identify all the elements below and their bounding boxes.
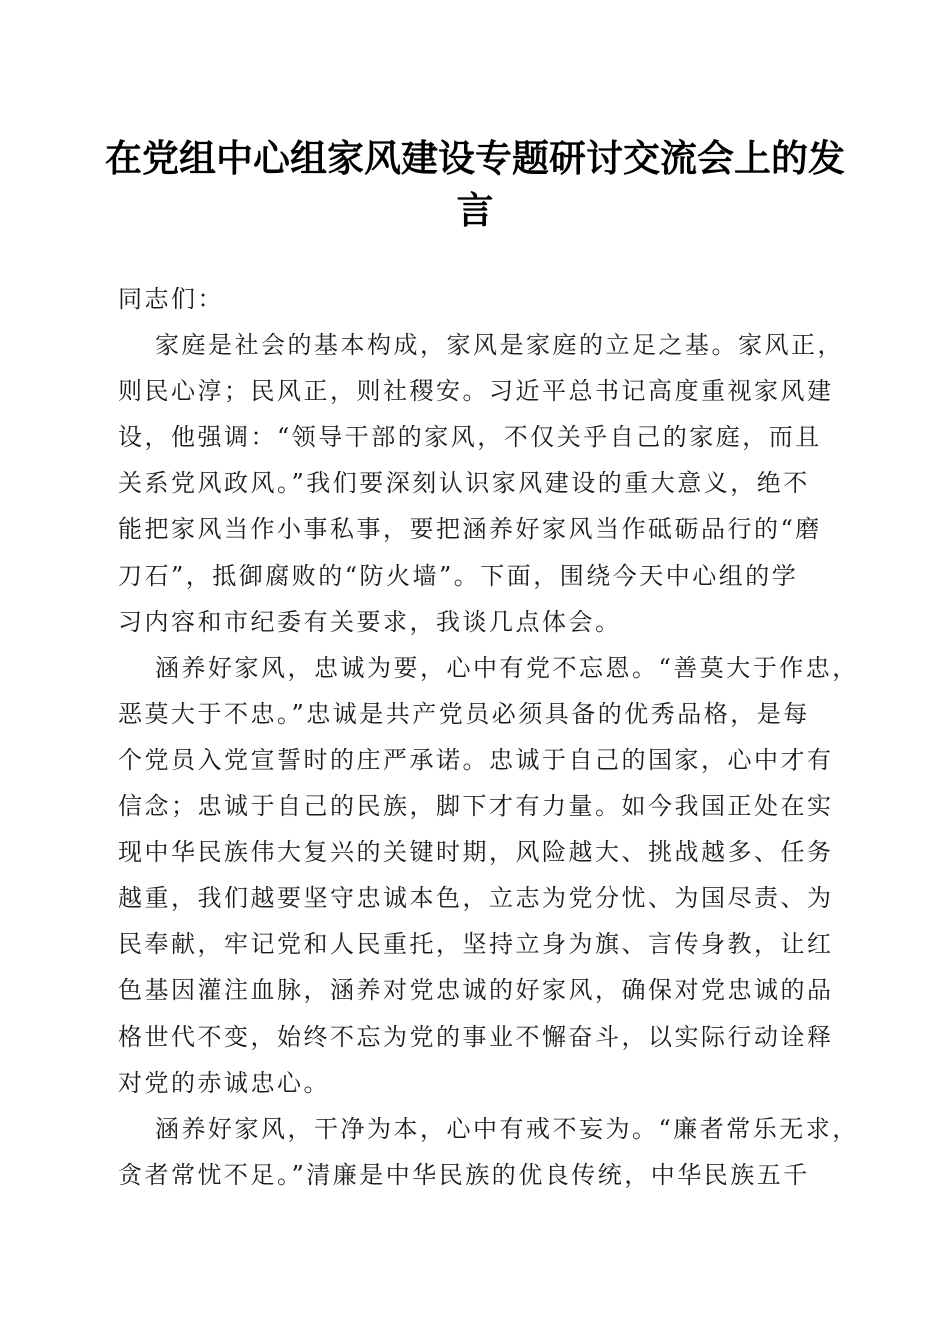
title-line-1: 在党组中心组家风建设专题研讨交流会上的发 (105, 136, 845, 180)
paragraph-line: 信念；忠诚于自己的民族，脚下才有力量。如今我国正处在实 (118, 792, 834, 821)
paragraph (118, 645, 859, 1106)
paragraph (118, 322, 844, 645)
paragraph-line: 设，他强调：“领导干部的家风，不仅关乎自己的家庭，而且 (118, 423, 822, 452)
paragraph-line: 现中华民族伟大复兴的关键时期，风险越大、挑战越多、任务 (118, 838, 834, 867)
paragraph-line: 家庭是社会的基本构成，家风是家庭的立足之基。家风正， (155, 331, 844, 360)
document-title (100, 132, 850, 236)
paragraph-line: 习内容和市纪委有关要求，我谈几点体会。 (118, 607, 622, 636)
paragraph-line: 格世代不变，始终不忘为党的事业不懈奋斗，以实际行动诠释 (118, 1022, 834, 1051)
paragraph-line: 涵养好家风，忠诚为要，心中有党不忘恩。“善莫大于作忠， (155, 653, 859, 682)
paragraph (118, 1106, 859, 1198)
title-line-2: 言 (456, 188, 494, 232)
paragraph-line: 贪者常忧不足。”清廉是中华民族的优良传统，中华民族五千 (118, 1160, 810, 1189)
paragraph-line: 能把家风当作小事私事，要把涵养好家风当作砥砺品行的“磨 (118, 515, 822, 544)
paragraph-line: 民奉献，牢记党和人民重托，坚持立身为旗、言传身教，让红 (118, 930, 834, 959)
paragraph-line: 色基因灌注血脉，涵养对党忠诚的好家风，确保对党忠诚的品 (118, 976, 834, 1005)
paragraph-line: 越重，我们越要坚守忠诚本色，立志为党分忧、为国尽责、为 (118, 884, 834, 913)
paragraph-line: 对党的赤诚忠心。 (118, 1068, 330, 1097)
paragraph-line: 个党员入党宣誓时的庄严承诺。忠诚于自己的国家，心中才有 (118, 745, 834, 774)
paragraph-line: 关系党风政风。”我们要深刻认识家风建设的重大意义，绝不 (118, 469, 810, 498)
paragraph-line: 则民心淳；民风正，则社稷安。习近平总书记高度重视家风建 (118, 377, 834, 406)
paragraph-line: 恶莫大于不忠。”忠诚是共产党员必须具备的优秀品格，是每 (118, 699, 810, 728)
paragraph-line: 涵养好家风，干净为本，心中有戒不妄为。“廉者常乐无求， (155, 1114, 859, 1143)
salutation: 同志们： (118, 285, 224, 313)
paragraph-line: 刀石”，抵御腐败的“防火墙”。下面，围绕今天中心组的学 (118, 561, 799, 590)
document-body (118, 276, 859, 1198)
